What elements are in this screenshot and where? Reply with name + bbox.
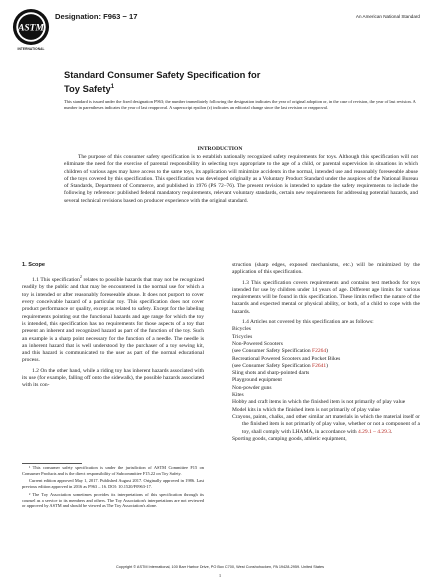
list-item: Sling shots and sharp-pointed darts xyxy=(232,370,310,377)
list-item: Hobby and craft items in which the finished item is not primarily of play value xyxy=(232,399,406,406)
list-item: Recreational Powered Scooters and Pocket Bikes xyxy=(232,355,341,362)
scope-heading: 1. Scope xyxy=(22,262,46,268)
designation-notice: This standard is issued under the fixed designation F963; the number immediately following the designation indicates the year of original adoption or, in the case of revision, the year of last revision. A number in parentheses indicates the year of last reapproval. A superscript epsilon (ε) indicates an editorial change since the last revision or reapproval. xyxy=(64,99,416,111)
scope-paragraph-4: 1.4 Articles not covered by this specification are as follows: xyxy=(242,319,374,326)
logo-subtitle: INTERNATIONAL xyxy=(17,47,45,51)
title-line-2: Toy Safety$^1$ xyxy=(64,83,115,95)
footnote-2: ² The Toy Association sometimes provides its interpretations of this specification through its counsel as a service to its members and others. The Toy Association's interpretations are not reviewed or approved by ASTM and should be viewed as The Toy Association's alone. xyxy=(22,491,204,509)
list-item: Tricycles xyxy=(232,333,253,340)
introduction-heading: INTRODUCTION xyxy=(197,146,243,152)
designation: Designation: F963 − 17 xyxy=(55,12,138,21)
list-item: Bicycles xyxy=(232,326,251,333)
list-item: Non-Powered Scooters xyxy=(232,340,283,347)
scope-paragraph-2-continued: struction (sharp edges, exposed mechanisms, etc.) will be minimized by the application of this specification. xyxy=(232,262,420,276)
ref-link-f2264[interactable]: F2264 xyxy=(312,348,327,355)
scope-paragraph-1: 1.1 This specification$^2$ relates to possible hazards that may not be recognized readily by the public and that may be encountered in the normal use for which a toy is intended or after reasonably foreseeable abuse. It does not purport to cover every conceivable hazard of a particular toy. This specification does not cover product performance or quality, except as related to safety. Except for the labeling requirements pointing out the functional hazards and age range for which the toy is intended, this specification has no requirements for those aspects of a toy that present an inherent and recognized hazard as part of the function of the toy. Such an example is a sharp point necessary for the function of a needle. The needle is an inherent hazard that is well understood by the purchaser of a toy sewing kit, and this hazard is communicated to the user as part of the normal educational process. xyxy=(22,274,205,364)
list-item: Non-powder guns xyxy=(232,384,272,391)
footnote-1-edition: Current edition approved May 1, 2017. Published August 2017. Originally approved in 1986. Last previous edition approved in 2016 as F963 – 16. DOI: 10.1520/F0963-17. xyxy=(22,478,204,490)
footnote-divider xyxy=(22,463,82,464)
svg-text:ASTM: ASTM xyxy=(18,23,44,34)
title-line-1: Standard Consumer Safety Specification for xyxy=(64,69,261,80)
footnotes xyxy=(22,465,204,511)
list-item: Playground equipment xyxy=(232,377,282,384)
page-number: 1 xyxy=(218,573,222,578)
ref-link-f2641[interactable]: F2641 xyxy=(312,362,327,369)
astm-logo-icon xyxy=(12,8,50,46)
introduction-text: The purpose of this consumer safety specification is to establish nationally recognized safety requirements for toys. Although this specification will not eliminate the need for the exercise of parental responsibility in selecting toys appropriate to the age of a child, or parental supervision in situations in which children of various ages may have access to the same toys, its application will minimize accidents in the normal, intended use and reasonably foreseeable abuse of the toys covered by this specification. This specification was developed originally as a Voluntary Product Standard under the auspices of the National Bureau of Standards, Department of Commerce, and published in 1976 (PS 72–76). The present revision is intended to update the safety requirements to include the following by reference: published federal mandatory requirements, relevant voluntary standards, certain new requirements for addressing potential hazards, and several technical revisions based on producer experience with the original standard. xyxy=(64,154,418,204)
scope-paragraph-2: 1.2 On the other hand, while a riding toy has inherent hazards associated with its use (for example, falling off onto the sidewalk), the possible hazards associated with its con- xyxy=(22,367,204,389)
list-item: Model kits in which the finished item is not primarily of play value xyxy=(232,406,380,413)
list-item: Kites xyxy=(232,392,244,399)
ref-link-4-29[interactable]: 4.29.1 – 4.29.3 xyxy=(358,428,392,435)
right-column xyxy=(232,262,420,443)
list-item: (see Consumer Safety Specification F2641) xyxy=(232,362,328,369)
list-item: Crayons, paints, chalks, and other similar art materials in which the material itself or the finished item is not primarily of play value, whether or not a component of a toy, shall comply with LHAMA, in accordance with 4.29.1 – 4.29.3. xyxy=(232,413,420,435)
footnote-1: ¹ This consumer safety specification is under the jurisdiction of ASTM Committee F15 on Consumer Products and is the direct responsibility of Subcommittee F15.22 on Toy Safety. xyxy=(22,465,204,476)
standard-type: An American National Standard xyxy=(355,14,420,19)
list-item: (see Consumer Safety Specification F2264) xyxy=(232,348,328,355)
left-column xyxy=(22,262,204,390)
copyright-footer: Copyright © ASTM International, 100 Barr Harbor Drive, PO Box C700, West Conshohocken, PA 19428-2959. United States xyxy=(115,565,324,569)
document-title xyxy=(64,69,260,95)
list-item: Sporting goods, camping goods, athletic equipment, xyxy=(232,435,347,442)
scope-paragraph-3: 1.3 This specification covers requirements and contains test methods for toys intended for use by children under 14 years of age. Different age limits for various requirements will be found in this specification. These limits reflect the nature of the hazards and expected mental or physical ability, or both, of a child to cope with the hazards. xyxy=(232,279,420,315)
